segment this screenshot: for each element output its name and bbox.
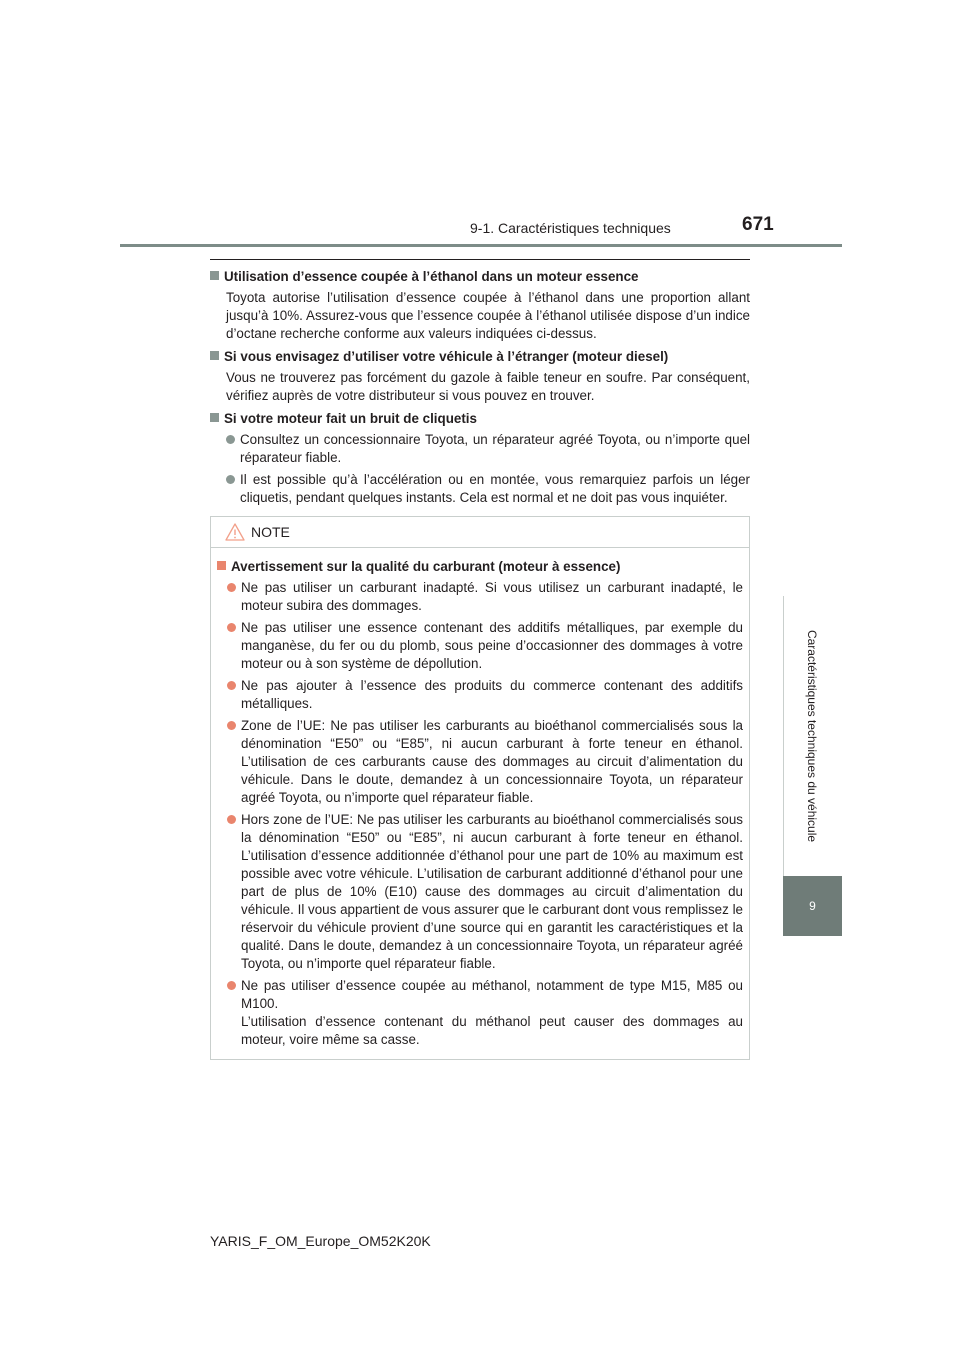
- footer-doc-id: YARIS_F_OM_Europe_OM52K20K: [210, 1233, 431, 1249]
- round-bullet-icon: [227, 815, 236, 824]
- note-box: [210, 516, 750, 1060]
- round-bullet-icon: [227, 583, 236, 592]
- section-abroad: [210, 348, 750, 405]
- square-bullet-icon: [210, 271, 219, 280]
- section-knocking: [210, 410, 750, 507]
- list-item-text: Consultez un concessionnaire Toyota, un réparateur agréé Toyota, ou n’importe quel réparateur fiable.: [240, 432, 750, 465]
- square-bullet-icon: [210, 413, 219, 422]
- section-title-text: Si votre moteur fait un bruit de cliquetis: [224, 411, 477, 426]
- section-ethanol: [210, 268, 750, 343]
- warning-triangle-icon: [225, 523, 245, 541]
- round-bullet-icon: [226, 435, 235, 444]
- section-title: [210, 348, 750, 366]
- section-title-text: Si vous envisagez d’utiliser votre véhicule à l’étranger (moteur diesel): [224, 349, 669, 364]
- note-body: [211, 548, 749, 1049]
- round-bullet-icon: [227, 981, 236, 990]
- list-item: [217, 977, 743, 1049]
- header-section-title: 9-1. Caractéristiques techniques: [470, 220, 671, 236]
- note-label: NOTE: [251, 524, 290, 540]
- content-top-rule: [210, 259, 750, 260]
- square-bullet-icon: [217, 561, 226, 570]
- note-title-text: Avertissement sur la qualité du carburant (moteur à essence): [231, 559, 621, 574]
- list-item: [217, 811, 743, 973]
- side-tab-label: Caractéristiques techniques du véhicule: [805, 629, 820, 843]
- list-item: [217, 579, 743, 615]
- section-paragraph: Vous ne trouverez pas forcément du gazole à faible teneur en soufre. Par conséquent, vérifiez auprès de votre distributeur si vous pouvez en trouver.: [226, 370, 750, 403]
- list-item-text: Ne pas utiliser un carburant inadapté. Si vous utilisez un carburant inadapté, le moteur subira des dommages.: [241, 580, 743, 613]
- chapter-tab: 9: [783, 876, 842, 936]
- section-title-text: Utilisation d’essence coupée à l’éthanol dans un moteur essence: [224, 269, 639, 284]
- list-item-text: Ne pas ajouter à l’essence des produits du commerce contenant des additifs métalliques.: [241, 678, 743, 711]
- section-paragraph: Toyota autorise l’utilisation d’essence coupée à l’éthanol dans une proportion allant jusqu’à 10%. Assurez-vous que l’essence coupée à l’éthanol utilisée dispose d’un indice d’octane recherche conforme aux valeurs indiquées ci-dessus.: [226, 290, 750, 341]
- list-item: [217, 619, 743, 673]
- list-item: [210, 431, 750, 467]
- square-bullet-icon: [210, 351, 219, 360]
- main-content: [210, 268, 750, 512]
- list-item: [217, 677, 743, 713]
- note-header: [211, 517, 749, 548]
- page-number: 671: [742, 214, 774, 235]
- round-bullet-icon: [227, 623, 236, 632]
- list-item: [217, 717, 743, 807]
- side-tab-label-area: [783, 596, 842, 876]
- list-item-text: Ne pas utiliser d’essence coupée au méthanol, notamment de type M15, M85 ou M100. L’utilisation d’essence contenant du méthanol peut causer des dommages au moteur, voire même sa casse.: [241, 978, 743, 1047]
- list-item-text: Ne pas utiliser une essence contenant des additifs métalliques, par exemple du manganèse, du fer ou du plomb, sous peine d’occasionner des dommages à votre moteur ou à son système de dépollution.: [241, 620, 743, 671]
- list-item-text: Zone de l’UE: Ne pas utiliser les carburants au bioéthanol commercialisés sous la dénomination “E50” ou “E85”, ni aucun carburant à forte teneur en éthanol. L’utilisation de ces carburants cause des dommages au circuit d’alimentation du véhicule. Dans le doute, demandez à un concessionnaire Toyota, un réparateur agréé Toyota, ou n’importe quel réparateur fiable.: [241, 718, 743, 805]
- round-bullet-icon: [226, 475, 235, 484]
- list-item-text: Hors zone de l’UE: Ne pas utiliser les carburants au bioéthanol commercialisés sous la dénomination “E50” ou “E85”, ni aucun carburant à forte teneur en éthanol. L’utilisation d’essence additionnée d’éthanol pour une part de 10% au maximum est possible avec votre véhicule. L’utilisation de carburant additionné d’éthanol pour une part de plus de 10% (E10) cause des dommages au circuit d’alimentation du véhicule. Il vous appartient de vous assurer que le carburant dont vous remplissez le réservoir du véhicule provient d’une source qui en garantit les caractéristiques et la qualité. Dans le doute, demandez à un concessionnaire Toyota, un réparateur agréé Toyota, ou n’importe quel réparateur fiable.: [241, 812, 743, 971]
- round-bullet-icon: [227, 721, 236, 730]
- list-item: [210, 471, 750, 507]
- section-title: [210, 410, 750, 428]
- header-rule: [120, 244, 842, 247]
- list-item-text: Il est possible qu’à l’accélération ou en montée, vous remarquiez parfois un léger cliquetis, pendant quelques instants. Cela est normal et ne doit pas vous inquiéter.: [240, 472, 750, 505]
- section-title: [210, 268, 750, 286]
- round-bullet-icon: [227, 681, 236, 690]
- note-title: [217, 558, 743, 576]
